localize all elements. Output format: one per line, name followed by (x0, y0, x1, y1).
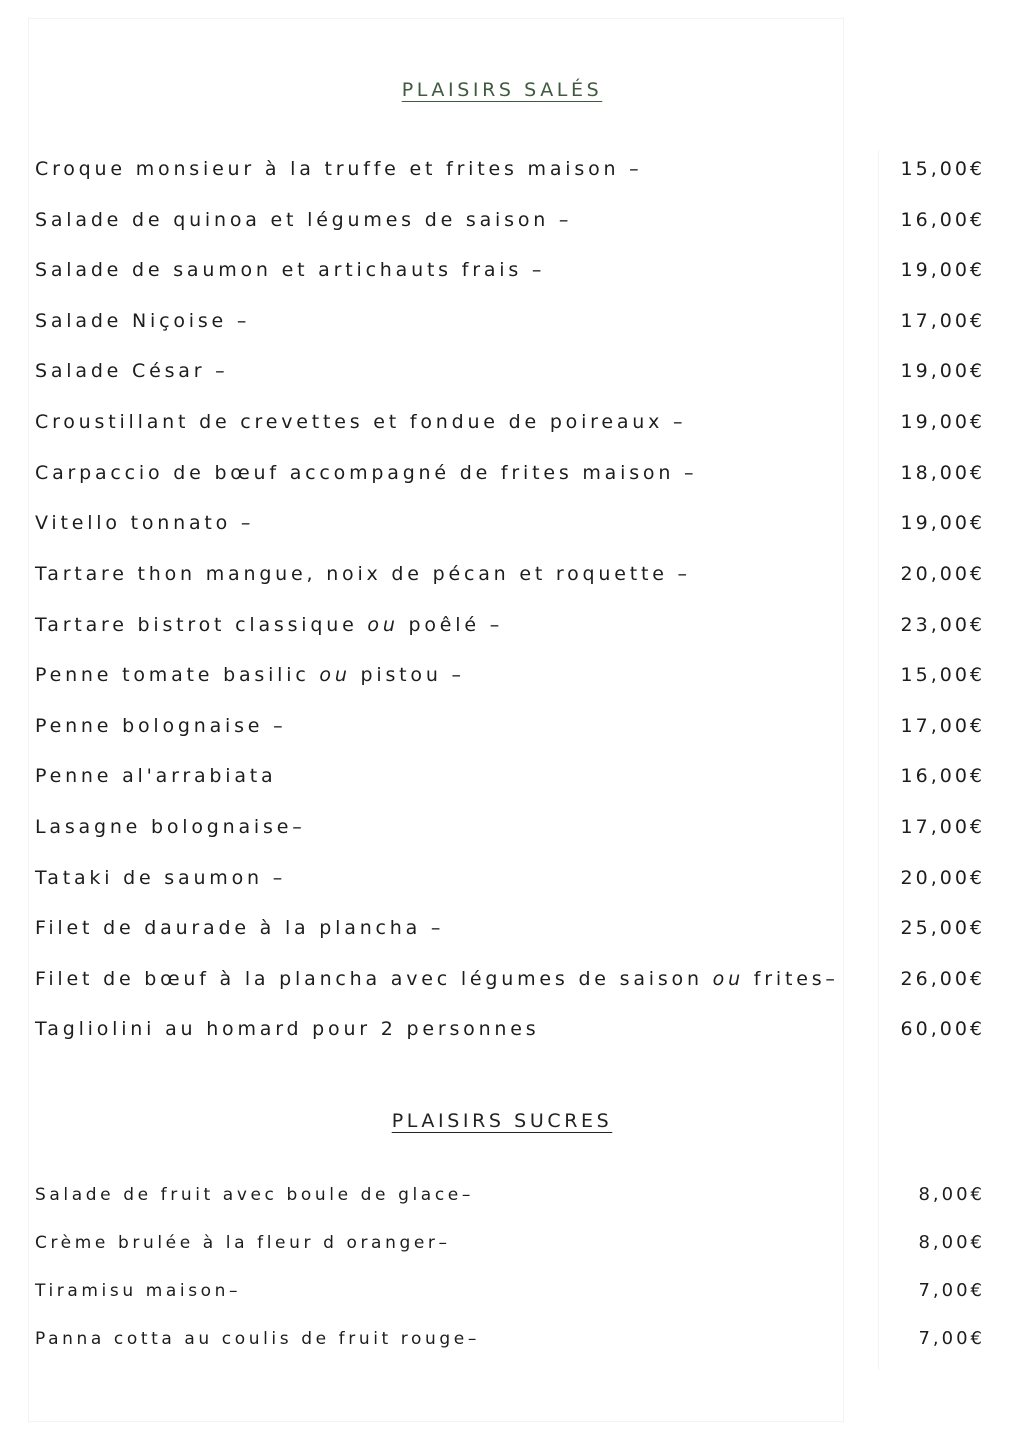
item-price: 26,00€ (900, 968, 985, 990)
item-name: Tiramisu maison– (35, 1281, 242, 1301)
item-name: Salade César – (35, 360, 229, 382)
item-price: 19,00€ (900, 512, 985, 534)
item-name: Penne bolognaise – (35, 715, 287, 737)
item-price: 20,00€ (900, 563, 985, 585)
item-price: 15,00€ (900, 664, 985, 686)
item-name: Vitello tonnato – (35, 512, 255, 534)
item-price: 23,00€ (900, 614, 985, 636)
item-name: Salade de fruit avec boule de glace– (35, 1185, 474, 1205)
item-name: Penne al'arrabiata (35, 765, 277, 787)
section-title-plaisirs-sucres: PLAISIRS SUCRES (391, 1109, 613, 1132)
item-name: Tataki de saumon – (35, 867, 287, 889)
item-name: Filet de daurade à la plancha – (35, 917, 445, 939)
item-price: 25,00€ (900, 917, 985, 939)
item-price: 18,00€ (900, 462, 985, 484)
item-name: Tartare bistrot classique ou poêlé – (35, 614, 504, 636)
item-price: 16,00€ (900, 209, 985, 231)
item-name: Carpaccio de bœuf accompagné de frites maison – (35, 462, 698, 484)
item-price: 20,00€ (900, 867, 985, 889)
item-name: Salade de saumon et artichauts frais – (35, 259, 546, 281)
item-price: 60,00€ (900, 1018, 985, 1040)
item-name: Penne tomate basilic ou pistou – (35, 664, 465, 686)
menu-item (35, 1179, 985, 1211)
item-price: 16,00€ (900, 765, 985, 787)
menu-item (35, 1227, 985, 1259)
item-price: 19,00€ (900, 411, 985, 433)
item-name: Crème brulée à la fleur d oranger– (35, 1233, 451, 1253)
item-price: 17,00€ (900, 310, 985, 332)
item-name: Croustillant de crevettes et fondue de poireaux – (35, 411, 687, 433)
item-price: 19,00€ (900, 259, 985, 281)
item-name: Tartare thon mangue, noix de pécan et roquette – (35, 563, 691, 585)
item-name: Croque monsieur à la truffe et frites maison – (35, 158, 643, 180)
menu-item (35, 1323, 985, 1355)
section-title-plaisirs-sales: PLAISIRS SALÉS (401, 78, 603, 101)
item-name: Salade de quinoa et légumes de saison – (35, 209, 573, 231)
item-price: 8,00€ (918, 1232, 985, 1253)
item-name: Lasagne bolognaise– (35, 816, 306, 838)
menu-item (35, 1275, 985, 1307)
item-price: 15,00€ (900, 158, 985, 180)
item-price: 19,00€ (900, 360, 985, 382)
item-name: Salade Niçoise – (35, 310, 251, 332)
item-price: 7,00€ (918, 1328, 985, 1349)
item-name: Filet de bœuf à la plancha avec légumes de saison ou frites– (35, 968, 839, 990)
item-name: Panna cotta au coulis de fruit rouge– (35, 1329, 480, 1349)
item-price: 17,00€ (900, 816, 985, 838)
item-price: 8,00€ (918, 1184, 985, 1205)
item-name: Tagliolini au homard pour 2 personnes (35, 1018, 540, 1040)
item-price: 17,00€ (900, 715, 985, 737)
item-price: 7,00€ (918, 1280, 985, 1301)
